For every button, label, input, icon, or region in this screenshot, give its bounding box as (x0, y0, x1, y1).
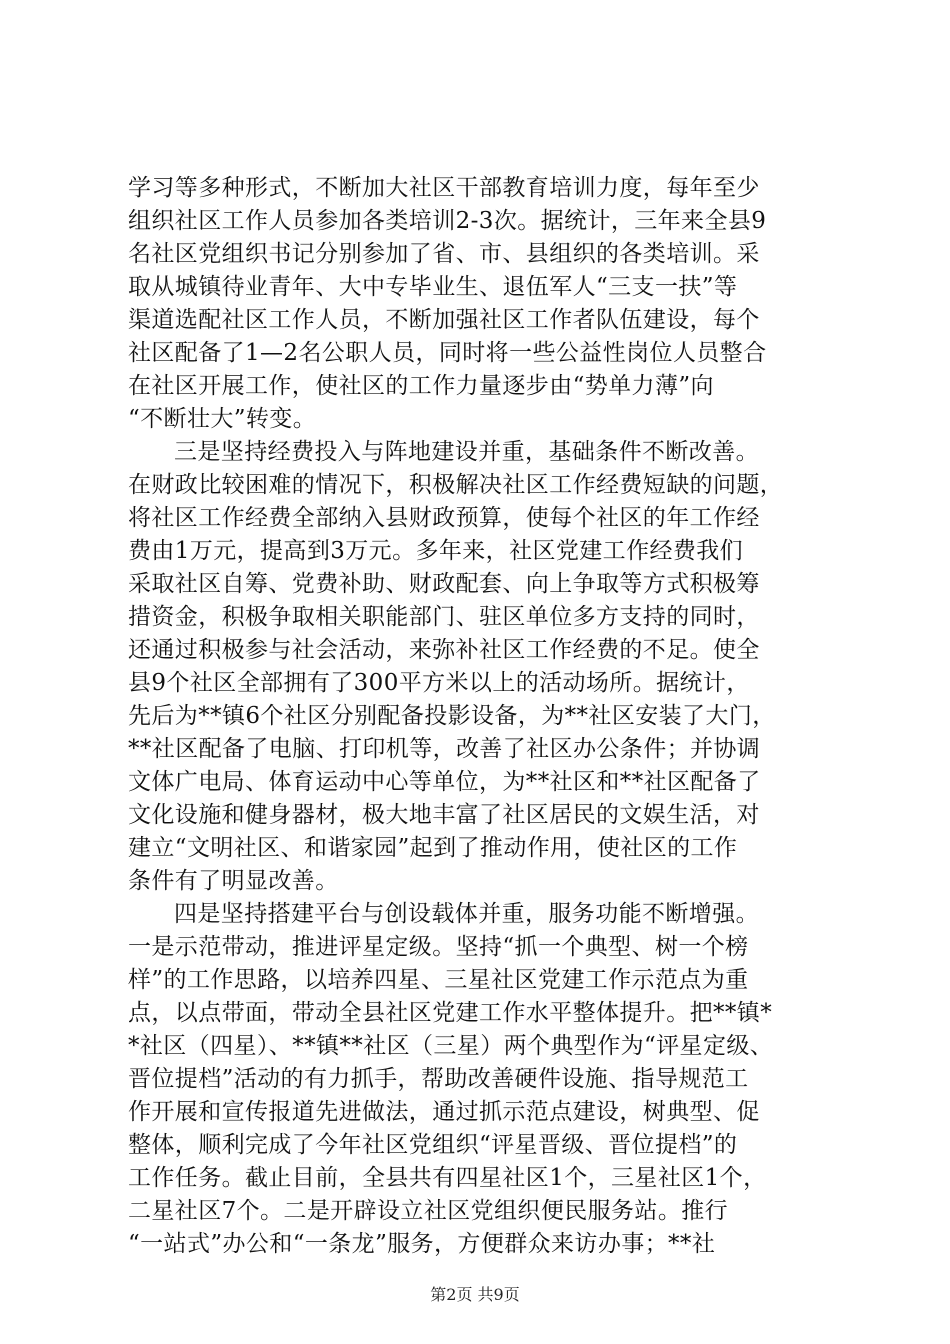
text-line: 文体广电局、体育运动中心等单位，为**社区和**社区配备了 (128, 769, 761, 795)
text-line: 作开展和宣传报道先进做法，通过抓示范点建设，树典型、促 (128, 1099, 760, 1125)
text-line: “一站式”办公和“一条龙”服务，方便群众来访办事；**社 (128, 1231, 716, 1257)
text-line: 文化设施和健身器材，极大地丰富了社区居民的文娱生活，对 (128, 802, 760, 828)
text-line: 在财政比较困难的情况下，积极解决社区工作经费短缺的问题， (128, 472, 784, 498)
text-line: 建立“文明社区、和谐家园”起到了推动作用，使社区的工作 (128, 835, 738, 861)
text-line: “不断壮大”转变。 (128, 406, 317, 432)
text-line: 费由1万元，提高到3万元。多年来，社区党建工作经费我们 (128, 538, 744, 564)
body-text (128, 172, 824, 1261)
text-line: 还通过积极参与社会活动，来弥补社区工作经费的不足。使全 (128, 637, 760, 663)
text-line: 学习等多种形式，不断加大社区干部教育培训力度，每年至少 (128, 175, 760, 201)
text-line: 将社区工作经费全部纳入县财政预算，使每个社区的年工作经 (128, 505, 760, 531)
text-line: 整体，顺利完成了今年社区党组织“评星晋级、晋位提档”的 (128, 1132, 738, 1158)
text-line: 二星社区7个。二是开辟设立社区党组织便民服务站。推行 (128, 1198, 729, 1224)
text-line: 先后为**镇6个社区分别配备投影设备，为**社区安装了大门， (128, 703, 776, 729)
text-line: 条件有了明显改善。 (128, 868, 339, 894)
text-line: 晋位提档”活动的有力抓手，帮助改善硬件设施、指导规范工 (128, 1066, 749, 1092)
text-line: 社区配备了1—2名公职人员，同时将一些公益性岗位人员整合 (128, 340, 767, 366)
text-line: 一是示范带动，推进评星定级。坚持“抓一个典型、树一个榜 (128, 934, 749, 960)
paragraph-start-line: 三是坚持经费投入与阵地建设并重，基础条件不断改善。 (174, 439, 759, 465)
text-line: 在社区开展工作，使社区的工作力量逐步由“势单力薄”向 (128, 373, 714, 399)
text-line: 取从城镇待业青年、大中专毕业生、退伍军人“三支一扶”等 (128, 274, 738, 300)
text-line: *社区（四星）、**镇**社区（三星）两个典型作为“评星定级、 (128, 1033, 774, 1059)
text-line: 采取社区自筹、党费补助、财政配套、向上争取等方式积极筹 (128, 571, 760, 597)
text-line: 渠道选配社区工作人员，不断加强社区工作者队伍建设，每个 (128, 307, 760, 333)
text-line: **社区配备了电脑、打印机等，改善了社区办公条件；并协调 (128, 736, 761, 762)
text-line: 工作任务。截止目前，全县共有四星社区1个，三星社区1个， (128, 1165, 767, 1191)
page-footer: 第2页 共9页 (430, 1285, 520, 1304)
text-line: 县9个社区全部拥有了300平方米以上的活动场所。据统计， (128, 670, 750, 696)
text-line: 措资金，积极争取相关职能部门、驻区单位多方支持的同时， (128, 604, 760, 630)
text-line: 点，以点带面，带动全县社区党建工作水平整体提升。把**镇* (128, 1000, 773, 1026)
paragraph-start-line: 四是坚持搭建平台与创设载体并重，服务功能不断增强。 (174, 901, 759, 927)
text-line: 样”的工作思路，以培养四星、三星社区党建工作示范点为重 (128, 967, 749, 993)
text-line: 名社区党组织书记分别参加了省、市、县组织的各类培训。采 (128, 241, 760, 267)
text-line: 组织社区工作人员参加各类培训2-3次。据统计，三年来全县9 (128, 208, 767, 234)
